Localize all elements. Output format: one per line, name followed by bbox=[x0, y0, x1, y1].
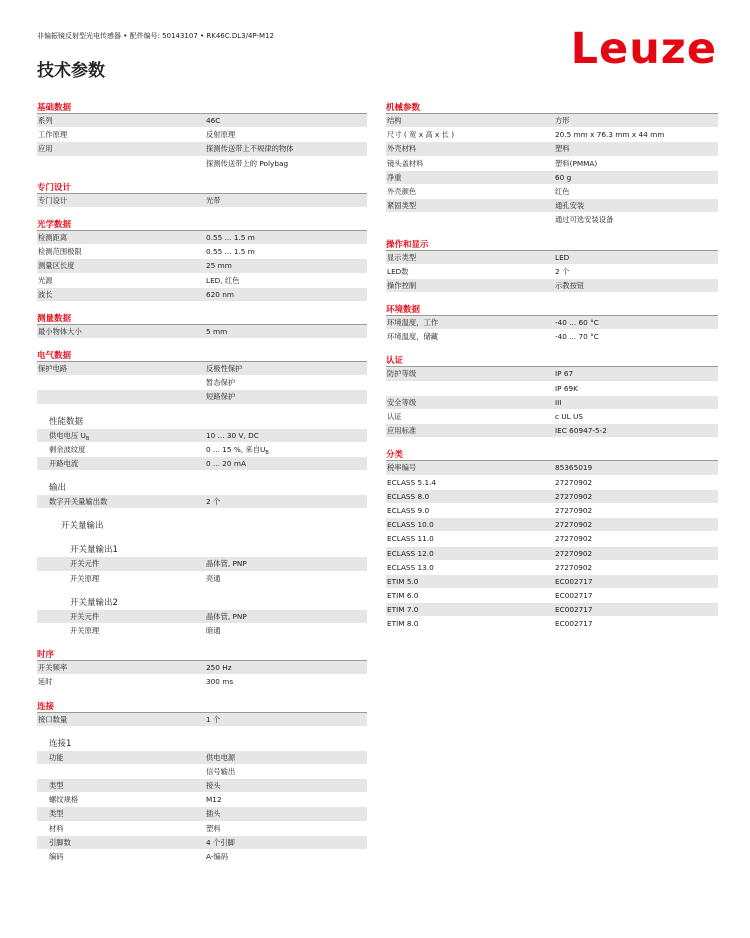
row-key: 结构 bbox=[387, 116, 402, 125]
section-title: 时序 bbox=[37, 645, 367, 661]
breadcrumb: 非偏振镜反射型光电传感器 • 配件编号: 50143107 • RK46C.DL3/4P-M12 bbox=[37, 32, 274, 40]
row-key: 材料 bbox=[49, 823, 64, 833]
rows bbox=[37, 661, 367, 689]
row-value: 探测传送带上不规律的物体 bbox=[206, 144, 294, 154]
table-row bbox=[37, 713, 367, 727]
section-title: 环境数据 bbox=[386, 300, 718, 316]
table-row bbox=[386, 396, 718, 410]
row-key: ETIM 8.0 bbox=[387, 619, 419, 629]
row-value: 光带 bbox=[206, 195, 221, 205]
table-row bbox=[37, 793, 367, 807]
table-row bbox=[37, 157, 367, 171]
table-row bbox=[386, 490, 718, 504]
row-key: ECLASS 12.0 bbox=[387, 548, 434, 558]
row-value: 短路保护 bbox=[206, 392, 236, 402]
row-key: ECLASS 13.0 bbox=[387, 562, 434, 572]
row-value: 示教按钮 bbox=[555, 280, 585, 290]
row-key: 测量区长度 bbox=[38, 261, 75, 271]
table-row bbox=[386, 185, 718, 199]
row-key: 尺寸 ( 宽 x 高 x 长 ) bbox=[387, 130, 455, 140]
row-key: 类型 bbox=[49, 809, 64, 819]
table-row bbox=[386, 367, 718, 381]
section-title: 电气数据 bbox=[37, 346, 367, 362]
row-key: ECLASS 9.0 bbox=[387, 505, 430, 515]
row-value: 0 ... 20 mA bbox=[206, 459, 246, 468]
table-row bbox=[37, 675, 367, 689]
row-key: 操作控制 bbox=[387, 280, 417, 290]
rows bbox=[37, 362, 367, 405]
row-key: 螺纹规格 bbox=[49, 795, 79, 805]
table-row bbox=[386, 518, 718, 532]
row-key: 安全等级 bbox=[387, 397, 417, 407]
row-value: 46C bbox=[206, 116, 221, 125]
row-value: 亮通 bbox=[206, 573, 221, 583]
section-title: 光学数据 bbox=[37, 215, 367, 231]
row-value: 通过可选安装设备 bbox=[555, 215, 614, 225]
rows bbox=[386, 367, 718, 438]
row-value: 接头 bbox=[206, 781, 221, 791]
section-timing bbox=[37, 645, 367, 689]
section-title: 测量数据 bbox=[37, 309, 367, 325]
table-row bbox=[386, 157, 718, 171]
row-value: 1 个 bbox=[206, 714, 221, 724]
row-value: LED, 红色 bbox=[206, 275, 240, 285]
row-key: ECLASS 10.0 bbox=[387, 520, 434, 530]
table-row bbox=[386, 251, 718, 265]
rows bbox=[37, 114, 367, 171]
section-title: 连接 bbox=[37, 697, 367, 713]
table-row bbox=[37, 495, 367, 509]
table-row bbox=[37, 822, 367, 836]
section-connection bbox=[37, 697, 367, 865]
table-row bbox=[386, 410, 718, 424]
section-title: 基础数据 bbox=[37, 98, 367, 114]
row-value: 27270902 bbox=[555, 520, 593, 530]
row-value: 85365019 bbox=[555, 463, 593, 473]
row-key: 开关频率 bbox=[38, 663, 68, 673]
row-value: c UL US bbox=[555, 412, 584, 421]
row-key bbox=[37, 376, 206, 389]
row-key: 开路电流 bbox=[49, 459, 79, 468]
row-key: 引脚数 bbox=[49, 837, 71, 847]
section-title: 机械参数 bbox=[386, 98, 718, 114]
subsection-performance-data: 性能数据 bbox=[49, 416, 84, 427]
section-basic-data bbox=[37, 98, 367, 171]
table-row bbox=[37, 142, 367, 156]
table-row bbox=[37, 457, 367, 471]
row-value: 塑料(PMMA) bbox=[555, 158, 598, 168]
row-key: 显示类型 bbox=[387, 252, 417, 262]
table-row bbox=[37, 376, 367, 390]
row-value: 晶体管, PNP bbox=[206, 611, 247, 621]
row-value: 信号输出 bbox=[206, 766, 236, 776]
table-row bbox=[386, 424, 718, 438]
table-row bbox=[37, 443, 367, 457]
row-value: IEC 60947-5-2 bbox=[555, 426, 607, 436]
row-value: IP 67 bbox=[555, 369, 574, 379]
table-row bbox=[37, 114, 367, 128]
row-value: 300 ms bbox=[206, 677, 234, 687]
table-row bbox=[386, 279, 718, 293]
row-value: 插头 bbox=[206, 809, 221, 819]
row-value: A-编码 bbox=[206, 852, 229, 861]
row-value: EC002717 bbox=[555, 605, 593, 615]
row-value: 10 ... 30 V, DC bbox=[206, 430, 259, 440]
rows bbox=[37, 557, 367, 585]
row-value: 4 个引脚 bbox=[206, 837, 235, 847]
row-key: 接口数量 bbox=[38, 714, 68, 724]
section-title: 操作和显示 bbox=[386, 235, 718, 251]
page-title: 技术参数 bbox=[37, 61, 105, 81]
row-key: 净重 bbox=[387, 172, 402, 182]
table-row bbox=[37, 274, 367, 288]
left-column bbox=[37, 98, 367, 864]
table-row bbox=[37, 362, 367, 376]
table-row bbox=[386, 561, 718, 575]
table-row bbox=[386, 128, 718, 142]
row-value: 27270902 bbox=[555, 548, 593, 558]
section-electrical-data bbox=[37, 346, 367, 638]
table-row bbox=[37, 557, 367, 571]
row-key: 应用 bbox=[38, 144, 53, 154]
table-row bbox=[37, 128, 367, 142]
table-row bbox=[386, 213, 718, 227]
row-key: 工作原理 bbox=[38, 130, 68, 140]
subsection-switching-output-2: 开关量输出2 bbox=[70, 597, 118, 608]
row-value: 620 nm bbox=[206, 289, 234, 299]
brand-logo: Leuze bbox=[570, 24, 717, 74]
rows bbox=[386, 114, 718, 228]
row-key: 检测范围极限 bbox=[38, 247, 82, 257]
row-value: 250 Hz bbox=[206, 663, 232, 673]
table-row bbox=[37, 259, 367, 273]
row-key: LED数 bbox=[387, 266, 409, 276]
row-value: EC002717 bbox=[555, 576, 593, 586]
table-row bbox=[386, 504, 718, 518]
row-key: ETIM 5.0 bbox=[387, 576, 419, 586]
section-optical-data bbox=[37, 215, 367, 302]
table-row bbox=[386, 382, 718, 396]
section-classification bbox=[386, 445, 718, 631]
row-value: 反射原理 bbox=[206, 130, 236, 140]
table-row bbox=[386, 532, 718, 546]
table-row bbox=[386, 575, 718, 589]
row-key bbox=[37, 765, 206, 778]
right-column bbox=[386, 98, 718, 632]
row-key: 波长 bbox=[38, 289, 53, 299]
row-key: 开关原理 bbox=[70, 573, 100, 583]
row-key bbox=[37, 390, 206, 403]
row-value: -40 ... 70 °C bbox=[555, 332, 599, 342]
row-value: 0.55 ... 1.5 m bbox=[206, 232, 255, 242]
table-row bbox=[386, 199, 718, 213]
row-key: 功能 bbox=[49, 752, 64, 762]
row-value: M12 bbox=[206, 795, 222, 805]
subsection-switching-output: 开关量输出 bbox=[61, 521, 104, 532]
row-key: 环境温度，储藏 bbox=[387, 332, 439, 342]
row-key: 系列 bbox=[38, 116, 53, 125]
row-value: 塑料 bbox=[206, 823, 221, 833]
row-value: 供电电源 bbox=[206, 752, 236, 762]
row-key: 最小物体大小 bbox=[38, 326, 82, 336]
rows bbox=[37, 325, 367, 339]
row-value: 方形 bbox=[555, 116, 570, 125]
row-value: 暂态保护 bbox=[206, 378, 236, 388]
row-value: EC002717 bbox=[555, 591, 593, 601]
row-key: 认证 bbox=[387, 412, 402, 421]
subsection-connection-1: 连接1 bbox=[49, 738, 72, 749]
row-key: 应用标准 bbox=[387, 426, 417, 436]
table-row bbox=[386, 547, 718, 561]
table-row bbox=[386, 589, 718, 603]
row-key: 编码 bbox=[49, 852, 64, 861]
row-key bbox=[386, 213, 555, 226]
row-value: 暗通 bbox=[206, 625, 221, 635]
table-row bbox=[386, 617, 718, 631]
row-value: 27270902 bbox=[555, 534, 593, 544]
row-value: -40 ... 60 °C bbox=[555, 318, 599, 328]
row-key: 开关元件 bbox=[70, 611, 100, 621]
row-key: ECLASS 11.0 bbox=[387, 534, 434, 544]
rows bbox=[37, 194, 367, 208]
row-value: 20.5 mm x 76.3 mm x 44 mm bbox=[555, 130, 665, 140]
rows bbox=[386, 316, 718, 344]
row-key: 检测距离 bbox=[38, 232, 68, 242]
rows bbox=[37, 231, 367, 302]
table-row bbox=[386, 171, 718, 185]
row-value: 27270902 bbox=[555, 505, 593, 515]
rows bbox=[37, 610, 367, 638]
row-value: 0.55 ... 1.5 m bbox=[206, 247, 255, 257]
table-row bbox=[386, 476, 718, 490]
section-title: 专门设计 bbox=[37, 178, 367, 194]
table-row bbox=[37, 807, 367, 821]
table-row bbox=[37, 661, 367, 675]
row-key: 外壳颜色 bbox=[387, 186, 417, 196]
row-key bbox=[386, 382, 555, 395]
row-value: III bbox=[555, 397, 562, 407]
table-row bbox=[386, 316, 718, 330]
row-value: 通孔安装 bbox=[555, 201, 585, 211]
table-row bbox=[386, 142, 718, 156]
section-mechanical-data bbox=[386, 98, 718, 228]
rows bbox=[386, 461, 718, 631]
row-key: 延时 bbox=[38, 677, 53, 687]
row-value: 反极性保护 bbox=[206, 364, 243, 374]
row-value: 27270902 bbox=[555, 477, 593, 487]
subsection-output: 输出 bbox=[49, 483, 67, 494]
row-key: 数字开关量输出数 bbox=[49, 497, 108, 507]
row-value: 2 个 bbox=[206, 497, 221, 507]
table-row bbox=[37, 850, 367, 864]
row-key: 税率编号 bbox=[387, 463, 417, 473]
table-row bbox=[386, 114, 718, 128]
row-value: 红色 bbox=[555, 186, 570, 196]
table-row bbox=[37, 390, 367, 404]
rows bbox=[37, 713, 367, 727]
row-value: 5 mm bbox=[206, 326, 228, 336]
row-key: 供电电压 $U_B$ bbox=[49, 430, 90, 442]
row-value: LED bbox=[555, 252, 570, 262]
row-key: 类型 bbox=[49, 781, 64, 791]
rows bbox=[37, 751, 367, 865]
row-value: 27270902 bbox=[555, 562, 593, 572]
row-key: 外壳材料 bbox=[387, 144, 417, 154]
section-special-design bbox=[37, 178, 367, 208]
section-title: 分类 bbox=[386, 445, 718, 461]
row-key: 专门设计 bbox=[38, 195, 68, 205]
table-row bbox=[37, 836, 367, 850]
table-row bbox=[386, 603, 718, 617]
section-certification bbox=[386, 351, 718, 438]
row-value: EC002717 bbox=[555, 619, 593, 629]
table-row bbox=[37, 765, 367, 779]
row-key: 保护电路 bbox=[38, 364, 68, 374]
table-row bbox=[37, 288, 367, 302]
row-value: 0 ... 15 %, 来自$U_B$ bbox=[206, 444, 269, 456]
table-row bbox=[37, 194, 367, 208]
row-key: 剩余波纹度 bbox=[49, 444, 86, 454]
table-row bbox=[37, 572, 367, 586]
row-key: ECLASS 8.0 bbox=[387, 491, 430, 501]
row-key: 防护等级 bbox=[387, 369, 417, 379]
row-key: ECLASS 5.1.4 bbox=[387, 477, 437, 487]
row-value: 25 mm bbox=[206, 261, 232, 271]
table-row bbox=[37, 429, 367, 443]
subsection-switching-output-1: 开关量输出1 bbox=[70, 545, 118, 556]
table-row bbox=[37, 325, 367, 339]
table-row bbox=[37, 751, 367, 765]
row-value: 晶体管, PNP bbox=[206, 559, 247, 569]
table-row bbox=[37, 610, 367, 624]
row-value: IP 69K bbox=[555, 383, 578, 393]
table-row bbox=[37, 231, 367, 245]
row-key: 镜头盖材料 bbox=[387, 158, 424, 168]
row-key: 光源 bbox=[38, 275, 53, 285]
rows bbox=[386, 251, 718, 294]
table-row bbox=[386, 265, 718, 279]
table-row bbox=[37, 779, 367, 793]
row-value: 2 个 bbox=[555, 266, 570, 276]
row-value: 60 g bbox=[555, 172, 572, 182]
section-measurement-data bbox=[37, 309, 367, 339]
table-row bbox=[37, 624, 367, 638]
row-key: ETIM 7.0 bbox=[387, 605, 419, 615]
row-value: 27270902 bbox=[555, 491, 593, 501]
row-key: 紧固类型 bbox=[387, 201, 417, 211]
row-value: 塑料 bbox=[555, 144, 570, 154]
row-key: ETIM 6.0 bbox=[387, 591, 419, 601]
row-key bbox=[37, 157, 206, 170]
section-title: 认证 bbox=[386, 351, 718, 367]
row-key: 环境温度，工作 bbox=[387, 318, 439, 328]
table-row bbox=[386, 461, 718, 475]
row-key: 开关原理 bbox=[70, 625, 100, 635]
section-operation-display bbox=[386, 235, 718, 294]
row-value: 探测传送带上的 Polybag bbox=[206, 158, 289, 168]
table-row bbox=[37, 245, 367, 259]
table-row bbox=[386, 330, 718, 344]
section-environmental-data bbox=[386, 300, 718, 344]
row-key: 开关元件 bbox=[70, 559, 100, 569]
